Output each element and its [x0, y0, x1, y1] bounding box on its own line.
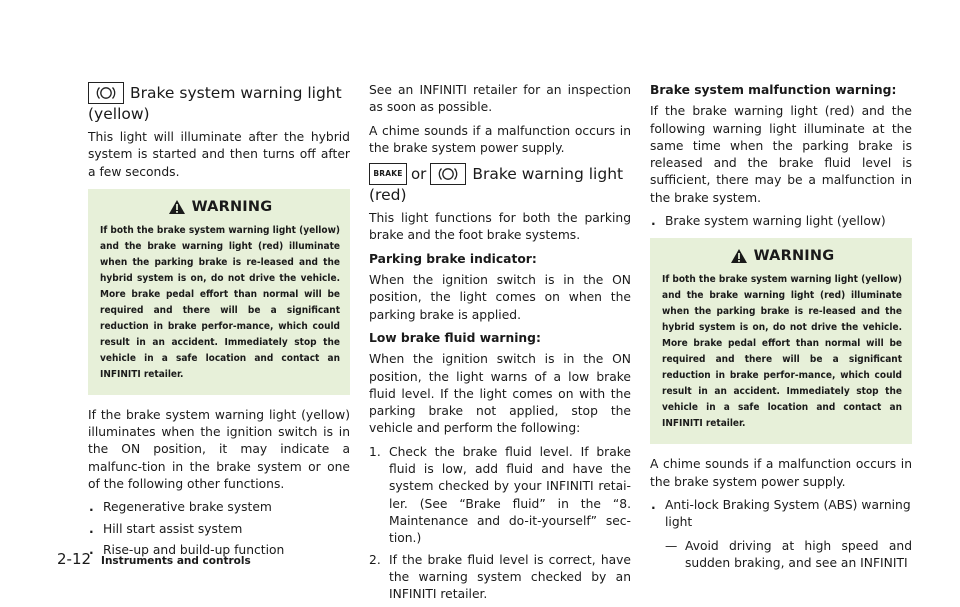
page-number: 2-12	[57, 550, 92, 568]
brake-system-warning-heading	[88, 82, 350, 124]
warning-title: WARNING	[753, 248, 835, 265]
warning-box	[88, 189, 350, 395]
paragraph: This light will illuminate after the hybrid system is started and then turns off after a few seconds.	[88, 130, 350, 179]
list-item: 2. If the brake fluid level is correct, have the warning system checked by an INFINITI retailer.	[369, 552, 631, 602]
warning-box	[650, 238, 912, 444]
subheading: Low brake fluid warning:	[369, 330, 541, 345]
heading-text-cont: (red)	[369, 186, 407, 205]
warning-header	[662, 248, 902, 264]
brake-circle-icon	[430, 163, 466, 185]
paragraph: A chime sounds if a malfunction occurs in the brake system power supply.	[650, 457, 912, 489]
paragraph: A chime sounds if a malfunction occurs in the brake system power supply.	[369, 123, 631, 155]
column-2	[369, 82, 631, 607]
warning-text: If both the brake system warning light (yellow) and the brake warning light (red) illuminate when the parking brake is re-leased and the hybrid system is on, do not drive the vehicle. More brake pedal effort than normal will be required and there will be a significant reduction in brake perfor-mance, which could result in an accident. Immediately stop the vehicle in a safe location and contact an INFINITI retailer.	[662, 274, 902, 430]
warning-text: If both the brake system warning light (yellow) and the brake warning light (red) illuminate when the parking brake is re-leased and the hybrid system is on, do not drive the vehicle. More brake pedal effort than normal will be required and there will be a significant reduction in brake perfor-mance, which could result in an accident. Immediately stop the vehicle in a safe location and contact an INFINITI retailer.	[100, 224, 340, 380]
heading-text: Brake system warning light	[130, 84, 342, 102]
heading-text-cont: (yellow)	[88, 105, 150, 123]
section-title: Instruments and controls	[101, 555, 251, 567]
list-item: . Rise-up and build-up function	[89, 542, 285, 557]
warning-header	[100, 199, 340, 215]
paragraph: When the ignition switch is in the ON position, the light comes on when the parking brake is applied.	[369, 273, 631, 322]
or-text: or	[411, 165, 427, 184]
brake-warning-heading	[369, 163, 631, 205]
paragraph: This light functions for both the parking brake and the foot brake systems.	[369, 211, 631, 243]
warning-title: WARNING	[191, 198, 273, 215]
bullet-list	[650, 497, 912, 532]
column-1	[88, 82, 350, 565]
paragraph: If the brake warning light (red) and the following warning light illuminate at the same time when the parking brake is released and the brake fluid level is sufficient, there may be a malfunction in the brake system.	[650, 104, 912, 205]
page-footer	[57, 550, 251, 568]
paragraph: If the brake system warning light (yellow) illuminates when the ignition switch is in the ON position, it may indicate a malfunc-tion in the brake system or one of the following other functions.	[88, 407, 350, 492]
column-3	[650, 82, 912, 572]
warning-triangle-icon	[730, 248, 748, 264]
list-item: . Anti-lock Braking System (ABS) warning light	[651, 497, 911, 530]
warning-triangle-icon	[168, 199, 186, 215]
paragraph: When the ignition switch is in the ON position, the light warns of a low brake fluid level. If the light comes on with the parking brake not applied, stop the vehicle and perform the following:	[369, 352, 631, 436]
list-item: . Hill start assist system	[89, 521, 243, 536]
step-list	[369, 444, 631, 604]
brake-circle-icon	[88, 82, 124, 104]
list-item: . Regenerative brake system	[89, 500, 272, 515]
subheading: Brake system malfunction warning:	[650, 83, 897, 97]
heading-text: Brake warning light	[472, 165, 624, 184]
dash-item: — Avoid driving at high speed and sudden braking, and see an INFINITI	[665, 538, 912, 570]
bullet-list	[650, 213, 912, 230]
paragraph: See an INFINITI retailer for an inspection as soon as possible.	[369, 83, 631, 115]
subheading: Parking brake indicator:	[369, 251, 537, 266]
list-item: 1. Check the brake fluid level. If brake fluid is low, add fluid and have the system checked by your INFINITI retai-ler. (See “Brake fluid” in the “8. Maintenance and do-it-yourself” sec-tion.)	[369, 444, 631, 546]
brake-text-icon: BRAKE	[369, 163, 407, 185]
list-item: . Brake system warning light (yellow)	[651, 214, 886, 229]
